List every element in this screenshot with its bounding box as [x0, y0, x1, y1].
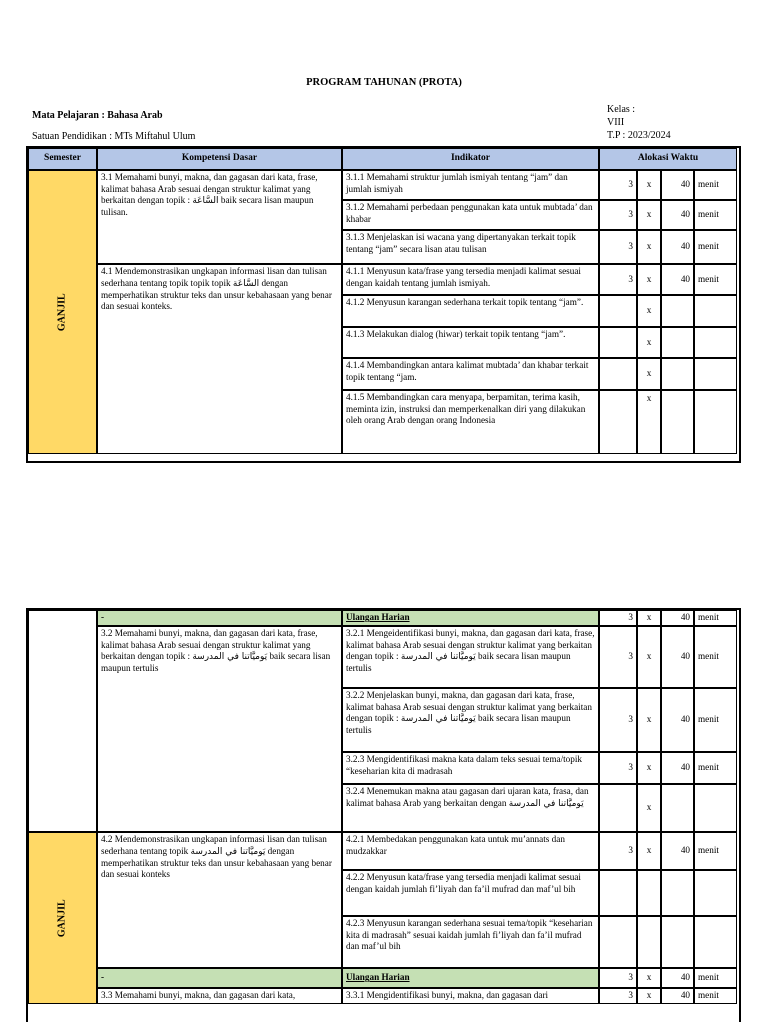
unit: menit — [694, 968, 737, 988]
indikator-cell: 4.2.1 Membedakan penggunakan kata untuk mu’annats dan mudzakkar — [342, 832, 599, 870]
times-sign: x — [637, 358, 661, 390]
kd-3-2: 3.2 Memahami bunyi, makna, dan gagasan dari kata, frase, kalimat bahasa Arab sesuai dengan struktur kalimat yang berkaitan dengan topik : يَوميَّاتنا في المدرسة baik secara lisan maupun tertulis — [97, 626, 342, 832]
kd-4-2: 4.2 Mendemonstrasikan ungkapan informasi lisan dan tulisan sederhana tentang topik يَوميَّاتنا في المدرسة dengan memperhatikan struktur teks dan unsur kebahasaan yang benar dan sesuai konteks — [97, 832, 342, 968]
unit — [694, 358, 737, 390]
unit — [694, 784, 737, 832]
minutes — [661, 358, 694, 390]
jp-count — [599, 916, 637, 968]
jp-count: 3 — [599, 230, 637, 264]
header-kd: Kompetensi Dasar — [97, 148, 342, 170]
times-sign: x — [637, 327, 661, 358]
unit: menit — [694, 230, 737, 264]
indikator-cell: 3.1.3 Menjelaskan isi wacana yang dipertanyakan terkait topik tentang “jam” secara lisan atau tulisan — [342, 230, 599, 264]
times-sign — [637, 870, 661, 916]
minutes: 40 — [661, 200, 694, 230]
jp-count: 3 — [599, 610, 637, 626]
unit — [694, 295, 737, 327]
kd-3-1: 3.1 Memahami bunyi, makna, dan gagasan dari kata, frase, kalimat bahasa Arab sesuai dengan struktur kalimat yang berkaitan dengan topik : السَّاعَة baik secara lisan maupun tulisan. — [97, 170, 342, 264]
minutes: 40 — [661, 832, 694, 870]
minutes: 40 — [661, 988, 694, 1004]
satuan-line: Satuan Pendidikan : MTs Miftahul Ulum — [32, 131, 196, 142]
times-sign — [637, 916, 661, 968]
minutes — [661, 916, 694, 968]
jp-count: 3 — [599, 832, 637, 870]
minutes: 40 — [661, 170, 694, 200]
unit: menit — [694, 832, 737, 870]
times-sign: x — [637, 752, 661, 784]
minutes: 40 — [661, 968, 694, 988]
mapel-value: : Bahasa Arab — [101, 110, 163, 121]
kd-3-3: 3.3 Memahami bunyi, makna, dan gagasan dari kata, — [97, 988, 342, 1004]
times-sign: x — [637, 264, 661, 295]
unit — [694, 870, 737, 916]
minutes: 40 — [661, 264, 694, 295]
unit: menit — [694, 170, 737, 200]
indikator-cell: 4.2.2 Menyusun kata/frase yang tersedia menjadi kalimat sesuai dengan kaidah jumlah fi’liyah dan fa’il mufrad dan maf’ul bih — [342, 870, 599, 916]
minutes — [661, 295, 694, 327]
times-sign: x — [637, 968, 661, 988]
jp-count: 3 — [599, 200, 637, 230]
indikator-cell: 4.1.3 Melakukan dialog (hiwar) terkait topik tentang “jam”. — [342, 327, 599, 358]
unit: menit — [694, 626, 737, 688]
unit: menit — [694, 610, 737, 626]
minutes — [661, 327, 694, 358]
jp-count: 3 — [599, 752, 637, 784]
minutes: 40 — [661, 752, 694, 784]
table1 — [28, 148, 737, 454]
indikator-cell: 3.1.2 Memahami perbedaan penggunakan kata untuk mubtada’ dan khabar — [342, 200, 599, 230]
tp-line: T.P : 2023/2024 — [607, 130, 671, 141]
jp-count: 3 — [599, 968, 637, 988]
jp-count — [599, 870, 637, 916]
times-sign: x — [637, 295, 661, 327]
times-sign: x — [637, 610, 661, 626]
table2 — [28, 610, 737, 1004]
times-sign: x — [637, 784, 661, 832]
indikator-cell: 3.2.3 Mengidentifikasi makna kata dalam teks sesuai tema/topik “keseharian kita di madrasah — [342, 752, 599, 784]
semester-cell: GANJIL — [28, 832, 97, 1004]
unit: menit — [694, 688, 737, 752]
jp-count — [599, 358, 637, 390]
uh-kd: - — [97, 610, 342, 626]
minutes: 40 — [661, 626, 694, 688]
indikator-cell: 4.1.5 Membandingkan cara menyapa, berpamitan, terima kasih, meminta izin, instruksi dan memperkenalkan diri yang dilakukan oleh orang Arab dengan orang Indonesia — [342, 390, 599, 454]
times-sign: x — [637, 832, 661, 870]
indikator-cell: 4.2.3 Menyusun karangan sederhana sesuai tema/topik “keseharian kita di madrasah” sesuai kaidah jumlah fi’liyah dan fa’il mufrad dan maf’ul bih — [342, 916, 599, 968]
indikator-cell: 3.1.1 Memahami struktur jumlah ismiyah tentang “jam” dan jumlah ismiyah — [342, 170, 599, 200]
times-sign: x — [637, 170, 661, 200]
indikator-cell: 3.2.4 Menemukan makna atau gagasan dari ujaran kata, frasa, dan kalimat bahasa Arab yang berkaitan dengan يَوميَّاتنا في المدرسة — [342, 784, 599, 832]
indikator-cell: 4.1.2 Menyusun karangan sederhana terkait topik tentang “jam”. — [342, 295, 599, 327]
jp-count: 3 — [599, 988, 637, 1004]
unit — [694, 390, 737, 454]
unit: menit — [694, 752, 737, 784]
minutes: 40 — [661, 230, 694, 264]
mapel-line — [32, 110, 163, 121]
uh-indikator: Ulangan Harian — [342, 610, 599, 626]
mapel-label: Mata Pelajaran — [32, 110, 99, 121]
unit — [694, 327, 737, 358]
minutes — [661, 784, 694, 832]
times-sign: x — [637, 688, 661, 752]
uh-kd: - — [97, 968, 342, 988]
header-indikator: Indikator — [342, 148, 599, 170]
minutes: 40 — [661, 688, 694, 752]
jp-count: 3 — [599, 626, 637, 688]
indikator-cell: 4.1.4 Membandingkan antara kalimat mubtada’ dan khabar terkait topik tentang “jam. — [342, 358, 599, 390]
indikator-cell: 3.2.2 Menjelaskan bunyi, makna, dan gagasan dari kata, frase, kalimat bahasa Arab sesuai dengan struktur kalimat yang berkaitan dengan topik : يَوميَّاتنا في المدرسة baik secara lisan maupun tertulis — [342, 688, 599, 752]
unit: menit — [694, 988, 737, 1004]
jp-count — [599, 327, 637, 358]
unit — [694, 916, 737, 968]
kelas-label: Kelas : — [607, 104, 636, 115]
jp-count: 3 — [599, 688, 637, 752]
jp-count — [599, 295, 637, 327]
uh-indikator: Ulangan Harian — [342, 968, 599, 988]
semester-cell-blank — [28, 610, 97, 832]
unit: menit — [694, 264, 737, 295]
times-sign: x — [637, 390, 661, 454]
indikator-cell: 4.1.1 Menyusun kata/frase yang tersedia menjadi kalimat sesuai dengan kaidah tentang jumlah ismiyah. — [342, 264, 599, 295]
times-sign: x — [637, 988, 661, 1004]
minutes — [661, 390, 694, 454]
times-sign: x — [637, 200, 661, 230]
times-sign: x — [637, 230, 661, 264]
kelas-block — [607, 103, 671, 142]
indikator-cell: 3.3.1 Mengidentifikasi bunyi, makna, dan gagasan dari — [342, 988, 599, 1004]
jp-count: 3 — [599, 170, 637, 200]
minutes: 40 — [661, 610, 694, 626]
unit: menit — [694, 200, 737, 230]
indikator-cell: 3.2.1 Mengeidentifikasi bunyi, makna, dan gagasan dari kata, frase, kalimat bahasa Arab sesuai dengan struktur kalimat yang berkaitan dengan topik : يَوميَّاتنا في المدرسة baik secara lisan maupun tertulis — [342, 626, 599, 688]
jp-count: 3 — [599, 264, 637, 295]
header-semester: Semester — [28, 148, 97, 170]
header-alokasi: Alokasi Waktu — [599, 148, 737, 170]
document-title: PROGRAM TAHUNAN (PROTA) — [306, 77, 462, 88]
minutes — [661, 870, 694, 916]
kd-4-1: 4.1 Mendemonstrasikan ungkapan informasi lisan dan tulisan sederhana tentang topik topik topik السَّاعَة dengan memperhatikan struktur teks dan unsur kebahasaan yang benar dan sesuai konteks. — [97, 264, 342, 454]
jp-count — [599, 784, 637, 832]
times-sign: x — [637, 626, 661, 688]
kelas-value: VIII — [607, 117, 625, 128]
semester-cell: GANJIL — [28, 170, 97, 454]
jp-count — [599, 390, 637, 454]
